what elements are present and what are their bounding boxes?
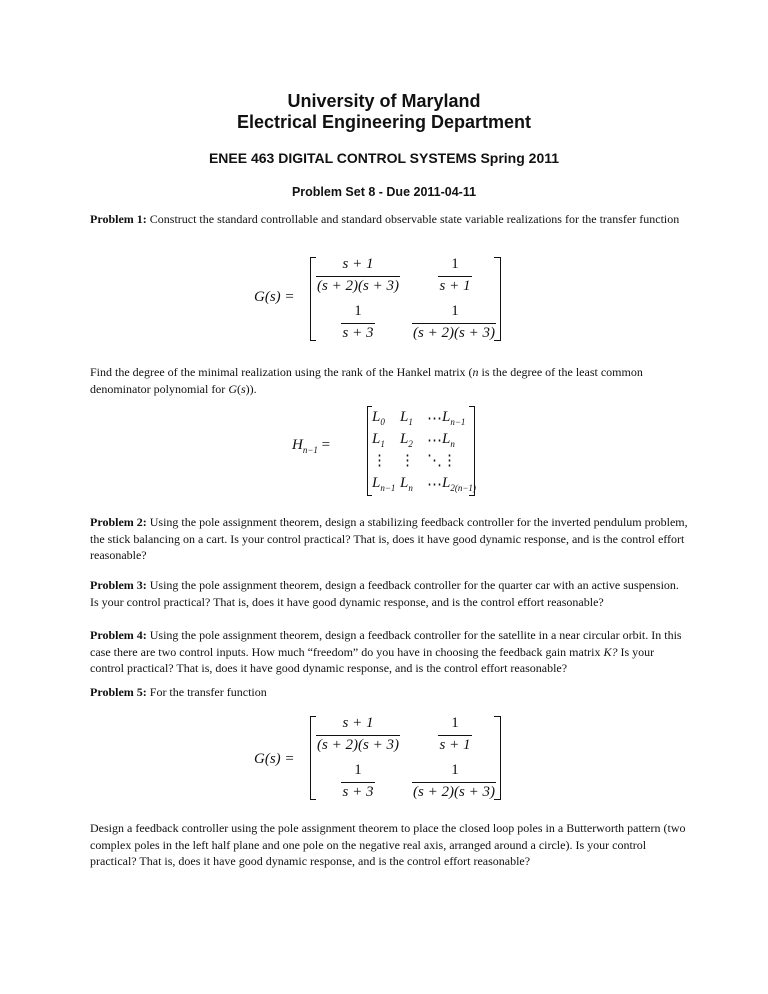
hankel-cell: $L_n$ <box>442 431 455 449</box>
problem-3 <box>90 577 688 610</box>
problem-3-label: Problem 3: <box>90 578 147 592</box>
hankel-cell: ⋯ <box>427 433 442 449</box>
hankel-description: Find the degree of the minimal realization using the rank of the Hankel matrix (n is the degree of the least common denominator polynomial for G(s)). <box>90 365 643 396</box>
tf2-a21-num: 1 <box>354 762 362 778</box>
tf2-a11-den: (s + 2)(s + 3) <box>317 737 399 753</box>
problem-4: Problem 4: Using the pole assignment theorem, design a feedback controller for the satellite in a near circular orbit. In this case there are two control inputs. How much “freedom” do you have in choosing the feedback gain matrix K? Is your control practical? That is, does it have good dynamic response, and is the control effort reasonable? <box>90 628 682 675</box>
hankel-lhs: $H_{n-1}$ = <box>292 437 331 455</box>
hankel-cell: ⋯ <box>427 411 442 427</box>
tf1-a11-num: s + 1 <box>342 256 374 272</box>
tf1-a12-num: 1 <box>451 256 459 272</box>
problem-5-text: For the transfer function <box>149 685 267 699</box>
hankel-cell: $L_0$ <box>372 409 385 427</box>
problem-2 <box>90 514 688 564</box>
hankel-cell: ⋮ <box>372 453 387 469</box>
problem-2-text: Using the pole assignment theorem, design a stabilizing feedback controller for the inverted pendulum problem, the stick balancing on a cart. Is your control practical? That is, does it have good dynamic response, and is the control effort reasonable? <box>90 515 688 562</box>
hankel-cell: $L_1$ <box>400 409 413 427</box>
tf2-a12-num: 1 <box>451 715 459 731</box>
problem-5-followup: Design a feedback controller using the pole assignment theorem to place the closed loop poles in a Butterworth pattern (two complex poles in the left half plane and one pole on the negative real axis, arranged around a circle). Is your control practical? That is, does it have good dynamic response, and is the control effort reasonable? <box>90 821 686 868</box>
tf1-lhs: G(s) = <box>254 289 295 305</box>
problem-1-label: Problem 1: <box>90 212 147 226</box>
problem-5 <box>90 684 688 701</box>
hankel-cell: $L_2$ <box>400 431 413 449</box>
department-title: Electrical Engineering Department <box>236 112 532 132</box>
hankel-cell: ⋮ <box>400 453 415 469</box>
tf1-a11-den: (s + 2)(s + 3) <box>317 278 399 294</box>
hankel-cell: $L_1$ <box>372 431 385 449</box>
hankel-cell: $L_{n-1}$ <box>372 475 396 493</box>
tf2-a21-den: s + 3 <box>342 784 374 800</box>
university-title: University of Maryland <box>287 91 481 111</box>
problem-set-title: Problem Set 8 - Due 2011-04-11 <box>291 185 477 199</box>
tf2-a22-num: 1 <box>451 762 459 778</box>
hankel-cell: $L_{2(n-1)}$ <box>442 475 476 493</box>
tf1-a21-num: 1 <box>354 303 362 319</box>
tf1-a21-den: s + 3 <box>342 325 374 341</box>
tf2-a11-num: s + 1 <box>342 715 374 731</box>
tf2-lhs: G(s) = <box>254 751 295 767</box>
problem-3-text: Using the pole assignment theorem, design a feedback controller for the quarter car with an active suspension. Is your control practical? That is, does it have good dynamic response, and is the control effort reasonable? <box>90 578 679 609</box>
tf2-a22-den: (s + 2)(s + 3) <box>413 784 495 800</box>
hankel-cell: ⋱ <box>427 453 442 469</box>
problem-1-text: Construct the standard controllable and standard observable state variable realizations for the transfer function <box>149 212 680 226</box>
tf1-a12-den: s + 1 <box>439 278 471 294</box>
problem-1 <box>90 211 688 228</box>
course-title: ENEE 463 DIGITAL CONTROL SYSTEMS Spring 2011 <box>208 150 560 166</box>
problem-5-label: Problem 5: <box>90 685 147 699</box>
tf1-a22-den: (s + 2)(s + 3) <box>413 325 495 341</box>
hankel-cell: $L_{n-1}$ <box>442 409 466 427</box>
problem-4-label: Problem 4: <box>90 628 147 642</box>
tf1-a22-num: 1 <box>451 303 459 319</box>
hankel-cell: ⋮ <box>442 453 457 469</box>
hankel-cell: $L_n$ <box>400 475 413 493</box>
problem-2-label: Problem 2: <box>90 515 147 529</box>
hankel-cell: ⋯ <box>427 477 442 493</box>
tf2-a12-den: s + 1 <box>439 737 471 753</box>
